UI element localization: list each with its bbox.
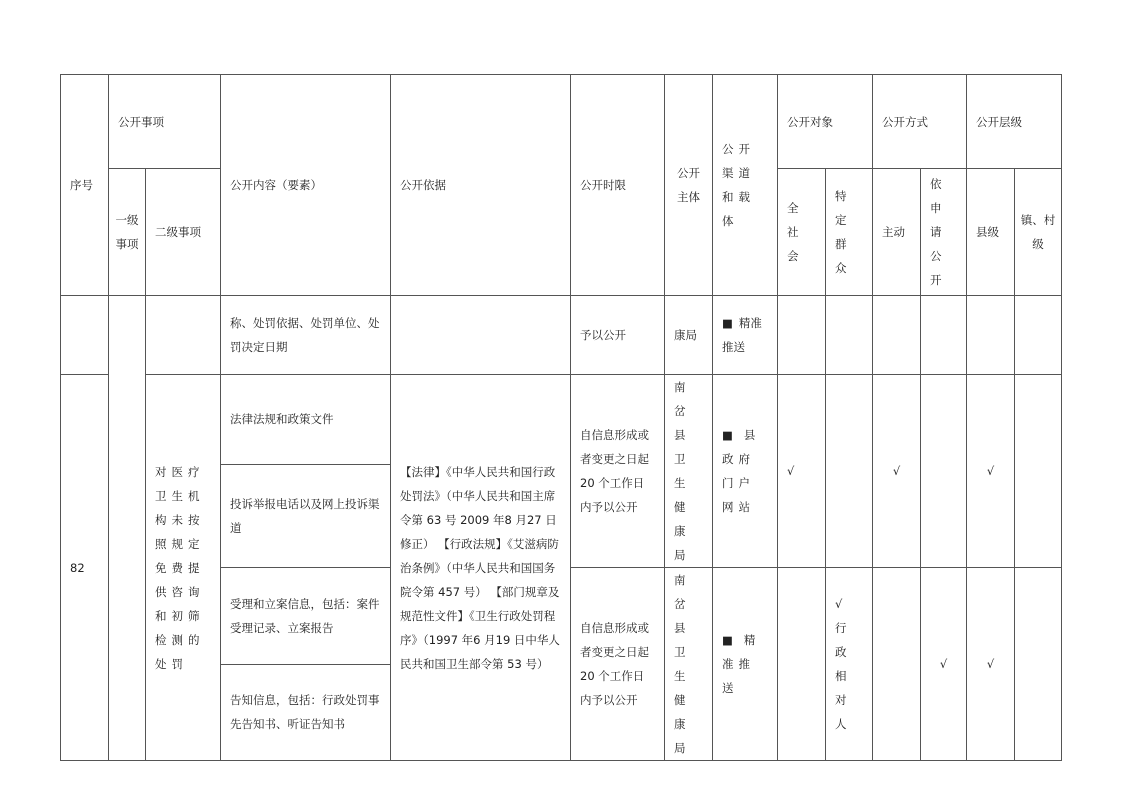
continued-subject: 康局 [665, 296, 713, 375]
row-target-specific-2: √行政相对人 [826, 568, 873, 761]
header-target: 公开对象 [778, 75, 873, 169]
table-row-continued [61, 296, 1062, 375]
header-basis: 公开依据 [391, 75, 571, 296]
row-content-4: 告知信息，包括：行政处罚事先告知书、听证告知书 [221, 664, 391, 761]
row-channel-2: ■ 精准推送 [713, 568, 778, 761]
continued-time-limit: 予以公开 [571, 296, 665, 375]
header-public-items: 公开事项 [109, 75, 221, 169]
row-channel-1: ■ 县政府门户网站 [713, 375, 778, 568]
header-level: 公开层级 [967, 75, 1062, 169]
header-subject: 公开主体 [665, 75, 713, 296]
header-level1: 一级事项 [109, 169, 146, 296]
row-basis: 【法律】《中华人民共和国行政处罚法》（中华人民共和国主席令第 63 号 2009 年8 月27 日修正） 【行政法规】《艾滋病防治条例》（中华人民共和国国务院令第 457 号） 【部门规章及规范性文件】《卫生行政处罚程序》（1997 年6 月19 日中华人民共和国卫生部令第 53 号） [391, 375, 571, 761]
continued-channel: ■ 精准推送 [713, 296, 778, 375]
header-seq: 序号 [61, 75, 109, 296]
continued-content: 称、处罚依据、处罚单位、处罚决定日期 [221, 296, 391, 375]
row-time-limit-2: 自信息形成或者变更之日起20 个工作日内予以公开 [571, 568, 665, 761]
row-method-active-1: √ [873, 375, 921, 568]
row-content-3: 受理和立案信息，包括：案件受理记录、立案报告 [221, 568, 391, 665]
row-level-county-1: √ [967, 375, 1015, 568]
header-method-active: 主动 [873, 169, 921, 296]
header-row-1 [61, 75, 1062, 169]
row-subject-1: 南岔县卫生健康局 [665, 375, 713, 568]
row-level-town-2 [1015, 568, 1062, 761]
row-seq: 82 [61, 375, 109, 761]
header-channel: 公开渠道和载体 [713, 75, 778, 296]
row-time-limit-1: 自信息形成或者变更之日起20 个工作日内予以公开 [571, 375, 665, 568]
header-level-county: 县级 [967, 169, 1015, 296]
row-target-all-1: √ [778, 375, 826, 568]
row-content-1: 法律法规和政策文件 [221, 375, 391, 465]
row-target-specific-1 [826, 375, 873, 568]
row-target-all-2 [778, 568, 826, 761]
disclosure-table [60, 74, 1062, 761]
table-row [61, 375, 1062, 465]
row-level-town-1 [1015, 375, 1062, 568]
row-method-apply-1 [921, 375, 967, 568]
header-level2: 二级事项 [146, 169, 221, 296]
row-method-active-2 [873, 568, 921, 761]
header-content: 公开内容（要素） [221, 75, 391, 296]
header-target-specific: 特定群众 [826, 169, 873, 296]
row-level-county-2: √ [967, 568, 1015, 761]
header-level-town: 镇、村级 [1015, 169, 1062, 296]
row-method-apply-2: √ [921, 568, 967, 761]
header-method-apply: 依申请公开 [921, 169, 967, 296]
header-target-all: 全社会 [778, 169, 826, 296]
header-time-limit: 公开时限 [571, 75, 665, 296]
row-subject-2: 南岔县卫生健康局 [665, 568, 713, 761]
header-method: 公开方式 [873, 75, 967, 169]
row-content-2: 投诉举报电话以及网上投诉渠道 [221, 464, 391, 567]
row-level2: 对医疗卫生机构未按照规定免费提供咨询和初筛检测的处罚 [146, 375, 221, 761]
